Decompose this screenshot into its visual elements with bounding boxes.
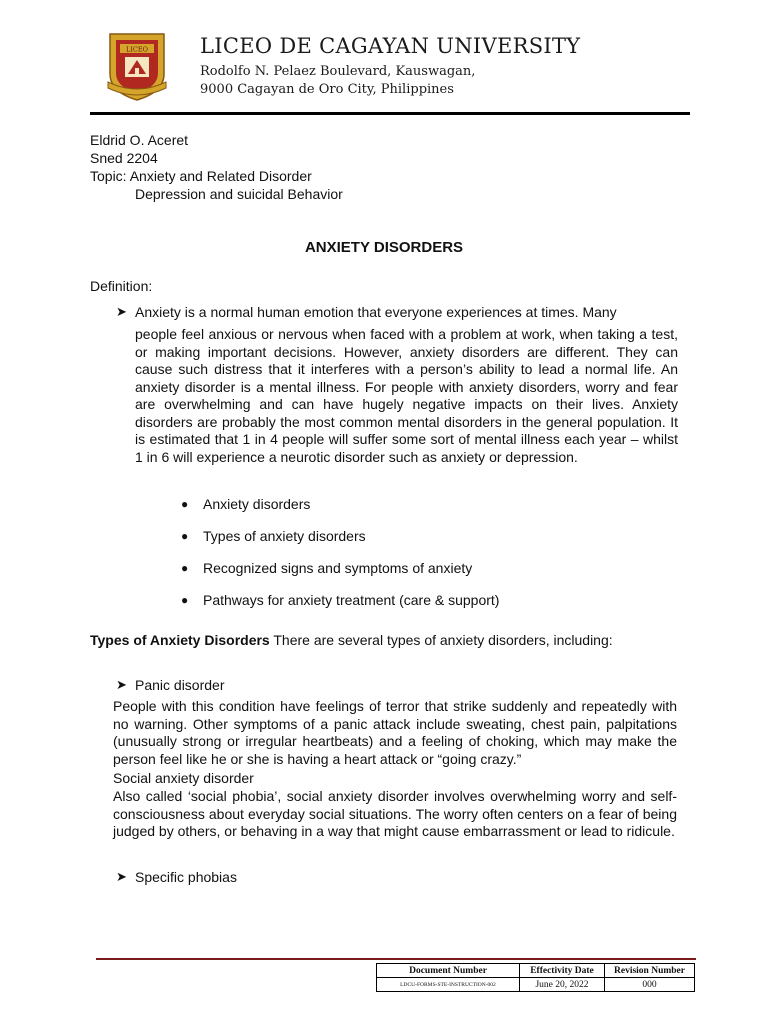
address-line-2: 9000 Cagayan de Oro City, Philippines: [200, 82, 454, 97]
social-anxiety-text: Also called ‘social phobia’, social anxiety disorder involves overwhelming worry and self-consciousness about everyday social situations. The worry often centers on a fear of being judged by others, or behaving in a way that might cause embarrassment or lead to ridicule.: [113, 788, 677, 839]
document-control-table: [376, 963, 695, 992]
types-intro-line: [90, 631, 613, 649]
author-name: Eldrid O. Aceret: [90, 132, 189, 148]
university-name: LICEO DE CAGAYAN UNIVERSITY: [200, 34, 581, 58]
definition-first-line: Anxiety is a normal human emotion that everyone experiences at times. Many: [135, 304, 617, 320]
arrow-bullet-icon: ➤: [116, 677, 127, 692]
bullet-dot-icon: ●: [181, 561, 189, 575]
social-anxiety-title: Social anxiety disorder: [113, 770, 254, 786]
bullet-dot-icon: ●: [181, 497, 189, 511]
revision-number-header: Revision Number: [605, 964, 695, 978]
panic-disorder-title: Panic disorder: [135, 677, 225, 693]
course-code: Sned 2204: [90, 150, 158, 166]
topic-line-1: Topic: Anxiety and Related Disorder: [90, 168, 312, 184]
definition-paragraph: people feel anxious or nervous when faced with a problem at work, when taking a test, or making important decisions. However, anxiety disorders are different. They can cause such distress that it interferes with a person’s ability to lead a normal life. An anxiety disorder is a mental illness. For people with anxiety disorders, worry and fear are overwhelming and can have hugely negative impacts on their lives. Anxiety disorders are probably the most common mental disorders in the general population. It is estimated that 1 in 4 people will suffer some sort of mental illness each year – whilst 1 in 6 will experience a neurotic disorder such as anxiety or depression.: [135, 326, 678, 465]
arrow-bullet-icon: ➤: [116, 304, 127, 319]
document-title: ANXIETY DISORDERS: [304, 239, 464, 256]
university-seal-icon: [106, 30, 168, 102]
bullet-item: Pathways for anxiety treatment (care & support): [203, 592, 500, 608]
panic-disorder-text: People with this condition have feelings of terror that strike suddenly and repeatedly with no warning. Other symptoms of a panic attack include sweating, chest pain, palpitations (unusually strong or irregular heartbeats) and a feeling of choking, which may make the person feel like he or she is having a heart attack or “going crazy.”: [113, 698, 677, 767]
doc-number-value: LDCU-FORMS-STE-INSTRUCTION-002: [377, 978, 520, 992]
types-heading: Types of Anxiety Disorders: [90, 632, 270, 648]
bullet-item: Recognized signs and symptoms of anxiety: [203, 560, 473, 576]
bullet-item: Anxiety disorders: [203, 496, 311, 512]
footer-divider: [96, 958, 696, 960]
seal-top-text: LICEO: [126, 45, 148, 54]
address-line-1: Rodolfo N. Pelaez Boulevard, Kauswagan,: [200, 64, 476, 79]
bullet-item: Types of anxiety disorders: [203, 528, 366, 544]
effectivity-date-header: Effectivity Date: [520, 964, 605, 978]
specific-phobias-title: Specific phobias: [135, 869, 237, 885]
bullet-dot-icon: ●: [181, 529, 189, 543]
bullet-dot-icon: ●: [181, 593, 189, 607]
types-intro: There are several types of anxiety disorders, including:: [269, 632, 613, 648]
header-divider: [90, 112, 690, 115]
effectivity-date-value: June 20, 2022: [520, 978, 605, 992]
doc-number-header: Document Number: [377, 964, 520, 978]
arrow-bullet-icon: ➤: [116, 869, 127, 884]
topic-line-2: Depression and suicidal Behavior: [135, 186, 343, 202]
revision-number-value: 000: [605, 978, 695, 992]
definition-label: Definition:: [90, 278, 153, 294]
